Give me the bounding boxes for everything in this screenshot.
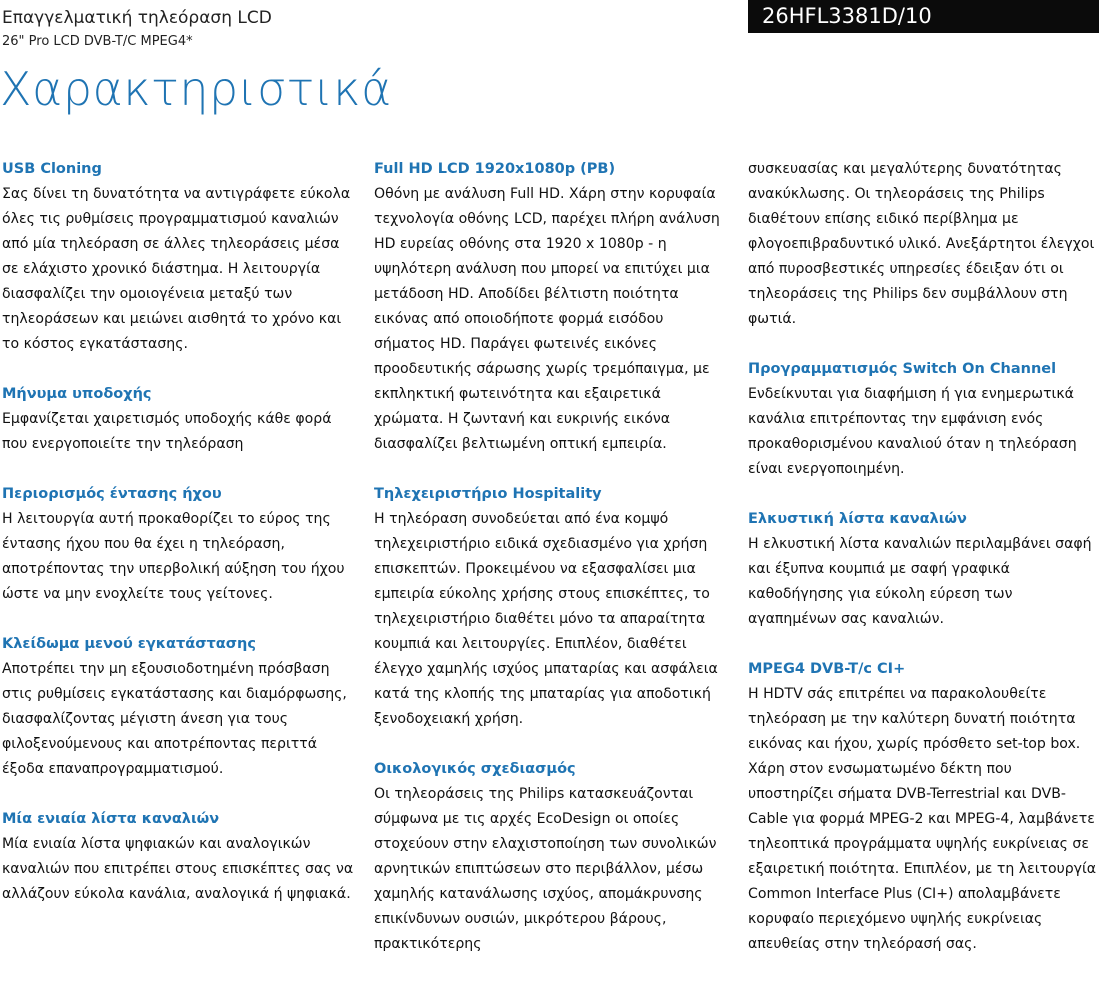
feature-body: Ενδείκνυται για διαφήμιση ή για ενημερωτικά κανάλια επιτρέποντας την εμφάνιση ενός προκαθορισμένου καναλιού όταν η τηλεόραση είναι ενεργοποιημένη. (748, 386, 1077, 477)
feature-body: Η λειτουργία αυτή προκαθορίζει το εύρος της έντασης ήχου που θα έχει η τηλεόραση, αποτρέποντας την υπερβολική αύξηση του ήχου ώστε να μην ενοχλείτε τους γείτονες. (2, 511, 345, 602)
product-type: Επαγγελματική τηλεόραση LCD (2, 8, 272, 28)
feature-title: Μία ενιαία λίστα καναλιών (2, 811, 220, 827)
feature-title: Ελκυστική λίστα καναλιών (748, 511, 967, 527)
feature-single-channel-list (2, 807, 354, 907)
feature-hospitality-remote (374, 482, 724, 732)
feature-title: Οικολογικός σχεδιασμός (374, 761, 576, 777)
feature-body: Η ελκυστική λίστα καναλιών περιλαμβάνει σαφή και έξυπνα κουμπιά με σαφή γραφικά καθοδήγησης για εύκολη εύρεση των αγαπημένων σας καναλιών. (748, 536, 1092, 627)
column-2 (374, 157, 724, 982)
feature-title: USB Cloning (2, 161, 102, 177)
feature-body: Εμφανίζεται χαιρετισμός υποδοχής κάθε φορά που ενεργοποιείτε την τηλεόραση (2, 411, 332, 452)
feature-body: Η τηλεόραση συνοδεύεται από ένα κομψό τηλεχειριστήριο ειδικά σχεδιασμένο για χρήση επισκεπτών. Προκειμένου να εξασφαλίσει μια εμπειρία εύκολης χρήσης στους επισκέπτες, το τηλεχειριστήριο διαθέτει μόνο τα απαραίτητα κουμπιά και λειτουργίες. Επιπλέον, διαθέτει έλεγχο χαμηλής ισχύος μπαταρίας και ασφάλεια κατά της κλοπής της μπαταρίας για αποδοτική ξενοδοχειακή χρήση. (374, 511, 718, 727)
feature-body: Αποτρέπει την μη εξουσιοδοτημένη πρόσβαση στις ρυθμίσεις εγκατάστασης και διαμόρφωσης, διασφαλίζοντας μέγιστη άνεση για τους φιλοξενούμενους και αποτρέποντας περιττά έξοδα επαναπρογραμματισμού. (2, 661, 347, 777)
feature-body: Οθόνη με ανάλυση Full HD. Χάρη στην κορυφαία τεχνολογία οθόνης LCD, παρέχει πλήρη ανάλυση HD ευρείας οθόνης στα 1920 x 1080p - η υψηλότερη ανάλυση που μπορεί να επιτύχει μια μετάδοση HD. Αποδίδει βέλτιστη ποιότητα εικόνας από οποιοδήποτε φορμά εισόδου σήματος HD. Παράγει φωτεινές εικόνες προοδευτικής σάρωσης χωρίς τρεμόπαιγμα, με εκπληκτική φωτεινότητα και εξαιρετικά χρώματα. Η ζωντανή και ευκρινής εικόνα διασφαλίζει βελτιωμένη οπτική εμπειρία. (374, 186, 720, 452)
feature-title: Προγραμματισμός Switch On Channel (748, 361, 1057, 377)
eco-design-continuation: συσκευασίας και μεγαλύτερης δυνατότητας ανακύκλωσης. Οι τηλεοράσεις της Philips διαθέτουν επίσης ειδικό περίβλημα με φλογοεπιβραδυντικό υλικό. Ανεξάρτητοι έλεγχοι από πυροσβεστικές υπηρεσίες έδειξαν ότι οι τηλεοράσεις της Philips δεν συμβάλλουν στη φωτιά. (748, 161, 1095, 327)
feature-title: Full HD LCD 1920x1080p (PB) (374, 161, 616, 177)
feature-body: Σας δίνει τη δυνατότητα να αντιγράφετε εύκολα όλες τις ρυθμίσεις προγραμματισμού καναλιών από μία τηλεόραση σε άλλες τηλεοράσεις μέσα σε ελάχιστο χρονικό διάστημα. Η λειτουργία διασφαλίζει την ομοιογένεια μεταξύ των τηλεοράσεων και μειώνει αισθητά το χρόνο και το κόστος εγκατάστασης. (2, 186, 351, 352)
feature-switch-on-channel (748, 357, 1099, 482)
feature-full-hd-lcd (374, 157, 724, 457)
model-banner (748, 0, 1099, 33)
page-title: Χαρακτηριστικά (0, 62, 392, 116)
feature-body: Η HDTV σάς επιτρέπει να παρακολουθείτε τηλεόραση με την καλύτερη δυνατή ποιότητα εικόνας και ήχου, χωρίς πρόσθετο set-top box. Χάρη στον ενσωματωμένο δέκτη που υποστηρίζει σήματα DVB-Terrestrial και DVB-Cable για φορμά MPEG-2 και MPEG-4, λαμβάνετε τηλεοπτικά προγράμματα υψηλής ευκρίνειας σε εξαιρετική ποιότητα. Επιπλέον, με τη λειτουργία Common Interface Plus (CI+) απολαμβάνετε κορυφαίο περιεχόμενο υψηλής ευκρίνειας απευθείας στην τηλεόρασή σας. (748, 686, 1097, 952)
column-1 (2, 157, 354, 932)
feature-usb-cloning (2, 157, 354, 357)
feature-title: Κλείδωμα μενού εγκατάστασης (2, 636, 256, 652)
model-number: 26HFL3381D/10 (762, 4, 932, 28)
feature-volume-limit (2, 482, 354, 607)
product-spec: 26" Pro LCD DVB-T/C MPEG4* (2, 34, 193, 49)
feature-title: Τηλεχειριστήριο Hospitality (374, 486, 602, 502)
feature-eco-design (374, 757, 724, 957)
feature-title: Περιορισμός έντασης ήχου (2, 486, 222, 502)
feature-title: MPEG4 DVB-T/c CI+ (748, 661, 906, 677)
feature-body: Οι τηλεοράσεις της Philips κατασκευάζονται σύμφωνα με τις αρχές EcoDesign οι οποίες στοχεύουν στην ελαχιστοποίηση των συνολικών αρνητικών επιπτώσεων στο περιβάλλον, μέσω χαμηλής κατανάλωσης ισχύος, απομάκρυνσης επικίνδυνων ουσιών, μικρότερου βάρους, πρακτικότερης (374, 786, 717, 952)
feature-mpeg4-dvb-ci (748, 657, 1099, 957)
feature-body: Μία ενιαία λίστα ψηφιακών και αναλογικών καναλιών που επιτρέπει στους επισκέπτες σας να αλλάζουν εύκολα κανάλια, αναλογικά ή ψηφιακά. (2, 836, 354, 902)
feature-title: Μήνυμα υποδοχής (2, 386, 152, 402)
feature-attractive-channel-list (748, 507, 1099, 632)
feature-welcome-message (2, 382, 354, 457)
column-3 (748, 157, 1099, 982)
feature-installation-menu-lock (2, 632, 354, 782)
